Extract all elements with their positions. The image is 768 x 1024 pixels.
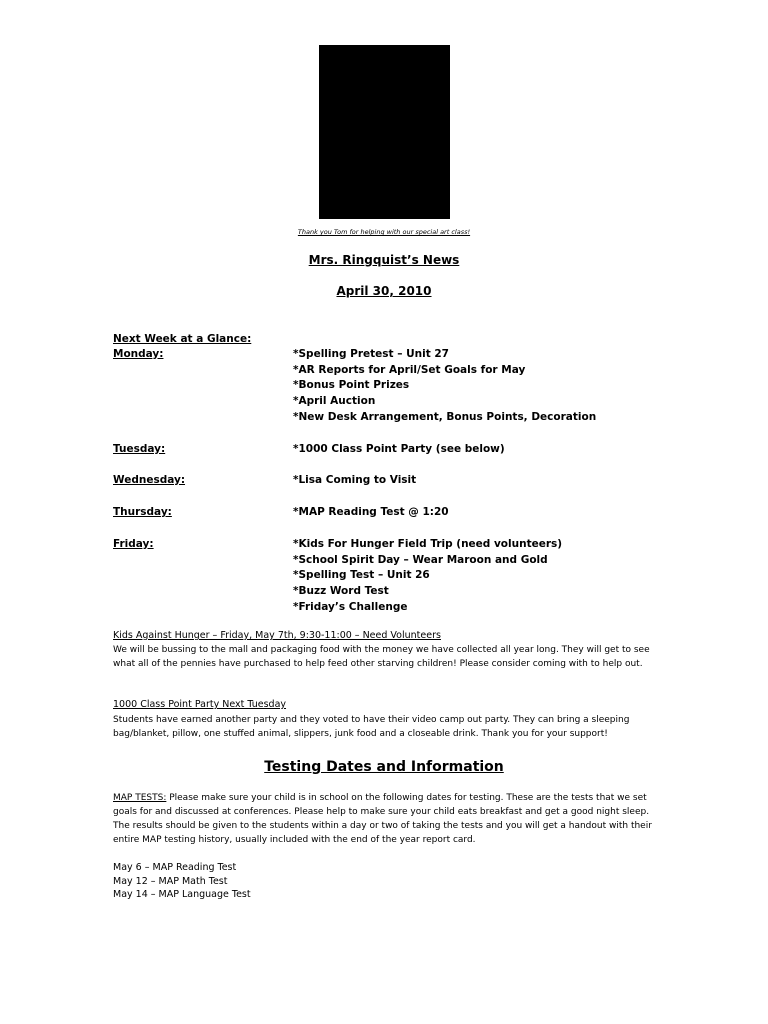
test-date-item: May 6 – MAP Reading Test bbox=[113, 862, 237, 873]
map-tests-paragraph bbox=[113, 791, 653, 847]
redacted-photo bbox=[319, 45, 450, 219]
day-label-thursday: Thursday: bbox=[113, 506, 172, 518]
newsletter-date: April 30, 2010 bbox=[336, 284, 432, 298]
day-label-monday: Monday: bbox=[113, 348, 164, 360]
schedule-item: *Spelling Test – Unit 26 bbox=[293, 569, 430, 582]
kids-against-hunger-text: We will be bussing to the mall and packaging food with the money we have collected all year long. They will get to see what all of the pennies have purchased to help feed other starving children! Please consider coming with to help out. bbox=[113, 645, 650, 669]
schedule-item: *Lisa Coming to Visit bbox=[293, 474, 417, 486]
tuesday-items bbox=[293, 442, 505, 458]
test-dates-list bbox=[113, 861, 251, 902]
monday-items bbox=[293, 347, 596, 426]
thursday-items bbox=[293, 505, 449, 521]
schedule-item: *MAP Reading Test @ 1:20 bbox=[293, 506, 449, 518]
week-at-a-glance-label: Next Week at a Glance: bbox=[113, 333, 252, 345]
class-party-text: Students have earned another party and they voted to have their video camp out party. They can bring a sleeping bag/blanket, pillow, one stuffed animal, slippers, junk food and a closeable drink. Thank you for your support! bbox=[113, 715, 630, 739]
friday-items bbox=[293, 537, 562, 616]
test-date-item: May 14 – MAP Language Test bbox=[113, 889, 251, 901]
schedule-item: *Bonus Point Prizes bbox=[293, 379, 410, 392]
schedule-item: *Spelling Pretest – Unit 27 bbox=[293, 348, 449, 360]
day-label-tuesday: Tuesday: bbox=[113, 443, 166, 455]
photo-caption: Thank you Tom for helping with our special art class! bbox=[297, 228, 471, 236]
schedule-item: *AR Reports for April/Set Goals for May bbox=[293, 363, 526, 376]
test-date-item: May 12 – MAP Math Test bbox=[113, 875, 228, 887]
kids-against-hunger-heading: Kids Against Hunger – Friday, May 7th, 9:30-11:00 – Need Volunteers bbox=[113, 630, 441, 641]
newsletter-title: Mrs. Ringquist’s News bbox=[308, 253, 460, 267]
class-party-heading: 1000 Class Point Party Next Tuesday bbox=[113, 699, 287, 710]
schedule-item: *Buzz Word Test bbox=[293, 585, 389, 598]
day-label-wednesday: Wednesday: bbox=[113, 474, 186, 486]
wednesday-items bbox=[293, 473, 416, 489]
schedule-item: *School Spirit Day – Wear Maroon and Gold bbox=[293, 553, 548, 566]
map-tests-lead: MAP TESTS: bbox=[113, 793, 167, 803]
day-label-friday: Friday: bbox=[113, 538, 154, 550]
schedule-item: *New Desk Arrangement, Bonus Points, Decoration bbox=[293, 410, 597, 423]
schedule-item: *Kids For Hunger Field Trip (need volunteers) bbox=[293, 538, 563, 550]
testing-heading: Testing Dates and Information bbox=[264, 759, 504, 775]
map-tests-text: Please make sure your child is in school on the following dates for testing. These are the tests that we set goals for and discussed at conferences. Please help to make sure your child eats breakfast and get a good night sleep. The results should be given to the students within a day or two of taking the tests and you will get a handout with their entire MAP testing history, usually included with the end of the year report card. bbox=[113, 793, 652, 845]
schedule-item: *April Auction bbox=[293, 395, 376, 408]
schedule-item: *Friday’s Challenge bbox=[293, 600, 408, 613]
schedule-item: *1000 Class Point Party (see below) bbox=[293, 443, 505, 455]
